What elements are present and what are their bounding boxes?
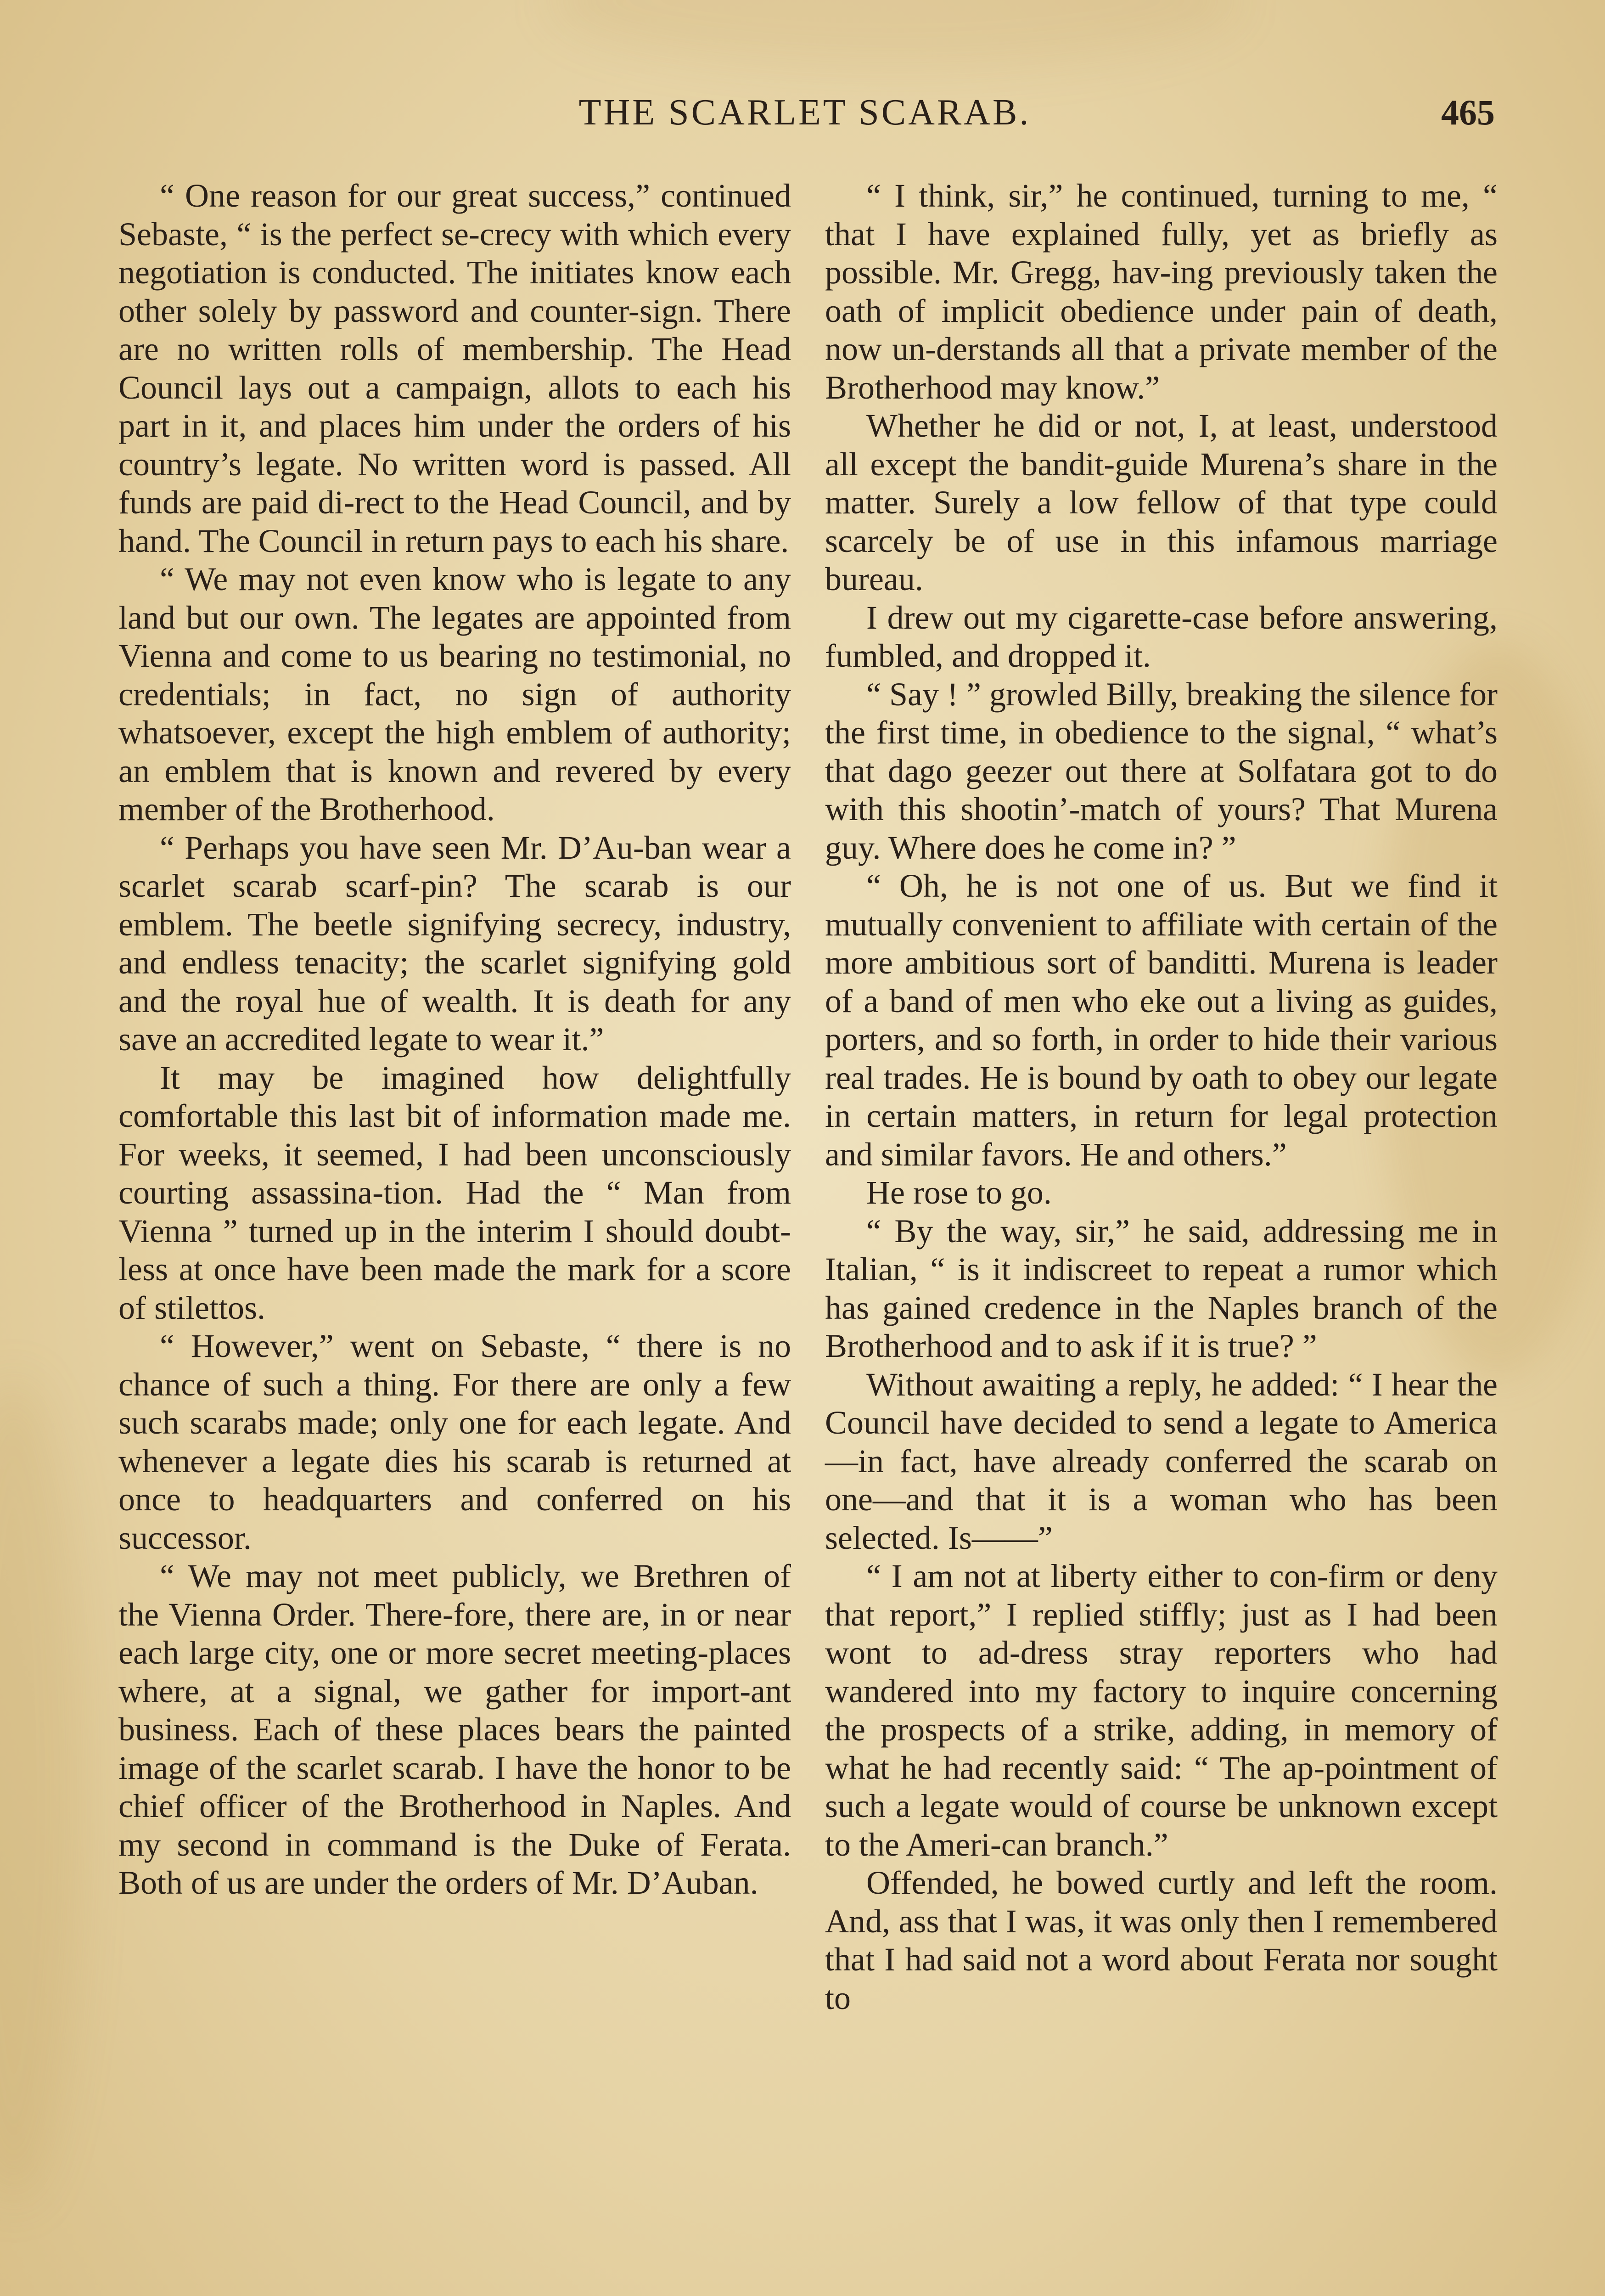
paragraph: Without awaiting a reply, he added: “ I hear the Council have decided to send a legate to America—in fact, have already conferred the scarab on one—and that it is a woman who has been selected. Is——”: [825, 1366, 1498, 1556]
running-title: THE SCARLET SCARAB.: [578, 92, 1031, 133]
paragraph: “ We may not even know who is legate to any land but our own. The legates are appointed from Vienna and come to us bearing no testimonial, no credentials; in fact, no sign of authority whatsoever, except the high emblem of authority; an emblem that is known and revered by every member of the Brotherhood.: [118, 561, 791, 827]
paragraph: “ I am not at liberty either to con-firm or deny that report,” I replied stiffly; just as I had been wont to ad-dress stray reporters who had wandered into my factory to inquire concerning the prospects of a strike, adding, in memory of what he had recently said: “ The ap-pointment of such a legate would of course be unknown except to the Ameri-can branch.”: [825, 1558, 1498, 1863]
text-column-right: [825, 177, 1498, 2017]
running-head: [115, 92, 1495, 156]
paragraph: Offended, he bowed curtly and left the room. And, ass that I was, it was only then I remembered that I had said not a word about Ferata nor sought to: [825, 1864, 1498, 2016]
paragraph: “ By the way, sir,” he said, addressing me in Italian, “ is it indiscreet to repeat a rumor which has gained credence in the Naples branch of the Brotherhood and to ask if it is true? ”: [825, 1212, 1498, 1364]
paragraph: Whether he did or not, I, at least, understood all except the bandit-guide Murena’s share in the matter. Surely a low fellow of that type could scarcely be of use in this infamous marriage bureau.: [825, 407, 1498, 597]
paragraph: “ Perhaps you have seen Mr. D’Au-ban wear a scarlet scarab scarf-pin? The scarab is our emblem. The beetle signifying secrecy, industry, and endless tenacity; the scarlet signifying gold and the royal hue of wealth. It is death for any save an accredited legate to wear it.”: [118, 829, 791, 1058]
paragraph: It may be imagined how delightfully comfortable this last bit of information made me. For weeks, it seemed, I had been unconsciously courting assassina-tion. Had the “ Man from Vienna ” turned up in the interim I should doubt-less at once have been made the mark for a score of stilettos.: [118, 1059, 791, 1326]
paragraph: “ However,” went on Sebaste, “ there is no chance of such a thing. For there are only a few such scarabs made; only one for each legate. And whenever a legate dies his scarab is returned at once to headquarters and conferred on his successor.: [118, 1328, 791, 1556]
paragraph: “ Oh, he is not one of us. But we find it mutually convenient to affiliate with certain of the more ambitious sort of banditti. Murena is leader of a band of men who eke out a living as guides, porters, and so forth, in order to hide their various real trades. He is bound by oath to obey our legate in certain matters, in return for legal protection and similar favors. He and others.”: [825, 867, 1498, 1173]
paragraph: “ I think, sir,” he continued, turning to me, “ that I have explained fully, yet as briefly as possible. Mr. Gregg, hav-ing previously taken the oath of implicit obedience under pain of death, now un-derstands all that a private member of the Brotherhood may know.”: [825, 177, 1498, 406]
paper-stain: [551, 0, 1240, 69]
paragraph: “ We may not meet publicly, we Brethren of the Vienna Order. There-fore, there are, in or near each large city, one or more secret meeting-places where, at a signal, we gather for import-ant business. Each of these places bears the painted image of the scarlet scarab. I have the honor to be chief officer of the Brotherhood in Naples. And my second in command is the Duke of Ferata. Both of us are under the orders of Mr. D’Auban.: [118, 1558, 791, 1901]
paragraph: I drew out my cigarette-case before answering, fumbled, and dropped it.: [825, 599, 1498, 674]
page-number: 465: [1441, 92, 1495, 132]
paragraph: He rose to go.: [866, 1174, 1052, 1211]
paragraph: “ One reason for our great success,” continued Sebaste, “ is the perfect se-crecy with which every negotiation is conducted. The initiates know each other solely by password and counter-sign. There are no written rolls of membership. The Head Council lays out a campaign, allots to each his part in it, and places him under the orders of his country’s legate. No written word is passed. All funds are paid di-rect to the Head Council, and by hand. The Council in return pays to each his share.: [118, 177, 791, 559]
paragraph: “ Say ! ” growled Billy, breaking the silence for the first time, in obedience to the signal, “ what’s that dago geezer out there at Solfatara got to do with this shootin’-match of yours? That Murena guy. Where does he come in? ”: [825, 675, 1498, 866]
paper-stain: [0, 1378, 83, 2204]
text-column-left: [118, 177, 791, 1902]
